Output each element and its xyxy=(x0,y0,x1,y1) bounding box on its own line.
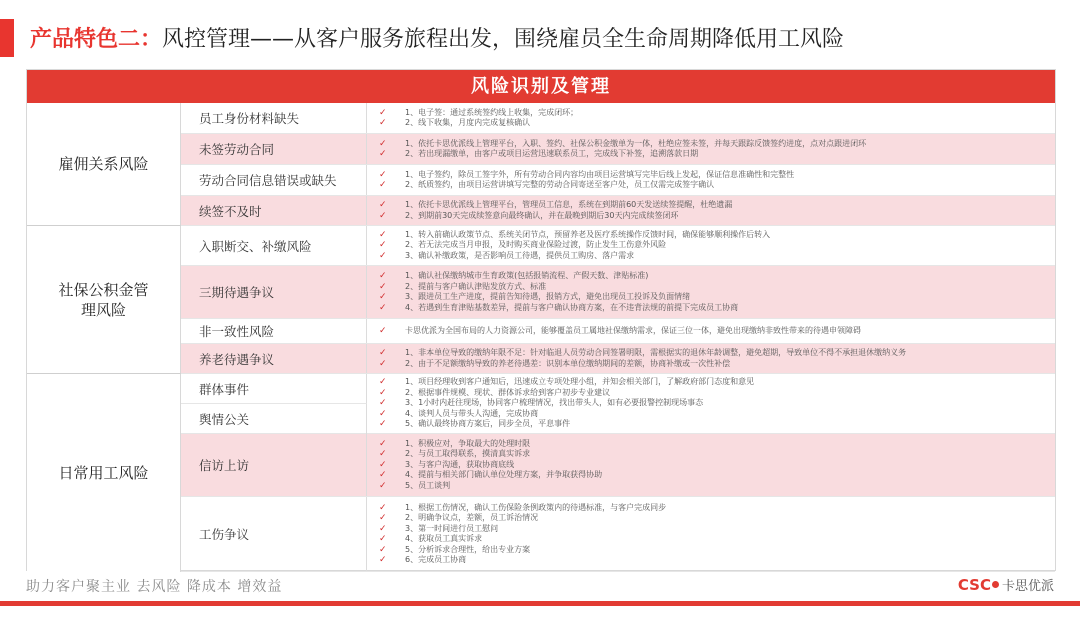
check-icon: ✓ xyxy=(379,118,387,128)
page-title xyxy=(30,20,844,60)
check-icon: ✓ xyxy=(379,210,387,221)
check-icon: ✓ xyxy=(379,555,387,565)
list-item-text: 1、电子签约，除员工签字外，所有劳动合同内容均由项目运营填写完毕后线上发起，保证信息准确性和完整性 xyxy=(405,169,795,179)
list-item xyxy=(379,470,1055,481)
row-description xyxy=(367,434,1055,496)
check-icon: ✓ xyxy=(379,502,387,513)
list-item-text: 3、与客户沟通，获取协商底线 xyxy=(405,459,515,469)
check-icon: ✓ xyxy=(379,271,387,281)
check-icon: ✓ xyxy=(379,180,387,190)
list-item xyxy=(379,348,1055,359)
list-item-text: 4、若遇到生育津贴基数差异，提前与客户确认协商方案，在不违背法规的前提下完成员工协商 xyxy=(405,302,739,312)
check-icon: ✓ xyxy=(379,377,387,388)
list-item xyxy=(379,230,1055,241)
row-subtitle: 信访上访 xyxy=(181,434,367,496)
list-item-text: 2、若无法完成当月申报，及时购买商业保险过渡，防止发生工伤意外风险 xyxy=(405,240,667,250)
check-icon: ✓ xyxy=(379,348,387,358)
row-subtitle: 非一致性风险 xyxy=(181,319,367,343)
check-icon: ✓ xyxy=(379,408,387,419)
check-icon: ✓ xyxy=(379,169,387,180)
list-item xyxy=(379,271,1055,282)
list-item-text: 1、电子签：通过系统签约线上收集，完成闭环； xyxy=(405,107,579,117)
table-row xyxy=(181,497,1055,572)
row-description xyxy=(367,497,1055,571)
table-row xyxy=(181,344,1055,374)
list-item-text: 6、完成员工协商 xyxy=(405,555,467,564)
check-icon: ✓ xyxy=(379,480,387,491)
list-item-text: 2、线下收集，月度内完成复核确认 xyxy=(405,118,531,127)
list-item-text: 1、依托卡思优派线上管理平台，管理员工信息，系统在到期前60天发送续签提醒，杜绝遗漏 xyxy=(405,200,733,209)
list-item-text: 2、到期前30天完成续签意向最终确认，并在最晚到期后30天内完成续签闭环 xyxy=(405,210,679,220)
check-icon: ✓ xyxy=(379,200,387,210)
list-item xyxy=(379,388,1055,399)
list-item-text: 4、提前与相关部门确认单位处理方案，并争取获得协助 xyxy=(405,470,603,480)
check-icon: ✓ xyxy=(379,398,387,409)
list-item-text: 4、谈判人员与带头人沟通，完成协商 xyxy=(405,408,539,418)
table-row xyxy=(181,266,1055,319)
list-item-text: 2、提前与客户确认津贴发放方式、标准 xyxy=(405,281,547,291)
check-icon: ✓ xyxy=(379,544,387,555)
row-subtitle: 续签不及时 xyxy=(181,196,367,225)
list-item xyxy=(379,513,1055,524)
check-icon: ✓ xyxy=(379,513,387,523)
list-item xyxy=(379,377,1055,388)
row-description xyxy=(367,134,1055,164)
list-item xyxy=(379,555,1055,566)
table-row xyxy=(181,103,1055,134)
check-icon: ✓ xyxy=(379,302,387,313)
list-item xyxy=(379,108,1055,119)
row-subtitle: 未签劳动合同 xyxy=(181,134,367,164)
category-daily-employment-risk: 日常用工风险 xyxy=(27,374,181,572)
list-item xyxy=(379,118,1055,129)
list-item-text: 1、积极应对，争取最大的处理时限 xyxy=(405,438,531,448)
list-item xyxy=(379,282,1055,293)
list-item-text: 5、分析诉求合理性，给出专业方案 xyxy=(405,544,531,554)
list-item xyxy=(379,240,1055,251)
brand-dot-icon xyxy=(992,581,999,588)
list-item xyxy=(379,409,1055,420)
check-icon: ✓ xyxy=(379,387,387,398)
list-item xyxy=(379,251,1055,262)
list-item-text: 2、与员工取得联系，摸清真实诉求 xyxy=(405,449,531,459)
list-item-text: 2、由于不足额缴纳导致的养老待遇差：识别本单位缴纳期间的差额，协商补缴或一次性补偿 xyxy=(405,358,731,368)
category-social-insurance-risk: 社保公积金管理风险 xyxy=(27,226,181,374)
check-icon: ✓ xyxy=(379,138,387,149)
list-item xyxy=(379,449,1055,460)
footer-slogan: 助力客户聚主业 去风险 降成本 增效益 xyxy=(26,579,283,595)
list-item xyxy=(379,326,1055,337)
list-item-text: 2、若出现漏缴单，由客户或项目运营迅速联系员工，完成线下补签，追溯落款日期 xyxy=(405,149,699,158)
row-subtitle: 舆情公关 xyxy=(181,404,367,434)
row-description xyxy=(367,165,1055,195)
row-description xyxy=(367,103,1055,133)
table-row xyxy=(181,165,1055,196)
check-icon: ✓ xyxy=(379,449,387,460)
list-item xyxy=(379,180,1055,191)
list-item xyxy=(379,292,1055,303)
list-item xyxy=(379,439,1055,450)
brand-logo-mark: CSC xyxy=(957,575,991,594)
check-icon: ✓ xyxy=(379,325,387,336)
check-icon: ✓ xyxy=(379,281,387,292)
category-employment-risk: 雇佣关系风险 xyxy=(27,103,181,226)
title-accent-bar xyxy=(0,19,14,57)
row-description xyxy=(367,266,1055,318)
check-icon: ✓ xyxy=(379,419,387,430)
list-item-text: 1、确认社保缴纳城市生育政策(包括报销流程、产假天数、津贴标准) xyxy=(405,271,649,280)
row-subtitle: 员工身份材料缺失 xyxy=(181,103,367,133)
risk-table xyxy=(26,69,1056,571)
brand-logo xyxy=(958,575,1054,594)
list-item xyxy=(379,419,1055,430)
row-subtitle: 三期待遇争议 xyxy=(181,266,367,318)
check-icon: ✓ xyxy=(379,149,387,159)
check-icon: ✓ xyxy=(379,470,387,481)
bottom-accent-bar xyxy=(0,601,1080,606)
list-item-text: 2、纸质签约，由项目运营讲填写完整的劳动合同寄送至客户处，员工仅需完成签字确认 xyxy=(405,180,715,189)
list-item xyxy=(379,139,1055,150)
list-item xyxy=(379,503,1055,514)
row-subtitle: 养老待遇争议 xyxy=(181,344,367,373)
table-heading: 风险识别及管理 xyxy=(27,70,1055,103)
list-item-text: 1、依托卡思优派线上管理平台，入职、签约、社保公积金缴单为一体，杜绝应签未签，并每天跟踪反馈签约进度，点对点跟进闭环 xyxy=(405,138,867,148)
page-title-text: 风控管理——从客户服务旅程出发，围绕雇员全生命周期降低用工风险 xyxy=(162,27,845,52)
list-item-text: 1、转入前确认政策节点、系统关闭节点，预留养老及医疗系统操作反馈时间，确保能够顺利操作后转入 xyxy=(405,229,771,239)
check-icon: ✓ xyxy=(379,438,387,449)
list-item-text: 2、根据事件规模、现状、群体诉求给到客户初步专业建议 xyxy=(405,387,611,397)
table-row xyxy=(181,434,1055,497)
check-icon: ✓ xyxy=(379,229,387,240)
row-description xyxy=(367,344,1055,373)
list-item-text: 5、确认最终协商方案后，同步全员，平息事件 xyxy=(405,419,571,429)
check-icon: ✓ xyxy=(379,240,387,251)
list-item-text: 3、第一时间进行员工慰问 xyxy=(405,523,499,533)
check-icon: ✓ xyxy=(379,358,387,369)
list-item xyxy=(379,211,1055,222)
list-item-text: 1、项目经理收到客户通知后，迅速成立专项处理小组，并知会相关部门，了解政府部门态度和意见 xyxy=(405,377,755,387)
list-item-text: 卡思优派为全国布局的人力资源公司，能够覆盖员工属地社保缴纳需求，保证三位一体，避免出现缴纳非致性带来的待遇申领障碍 xyxy=(405,325,861,335)
page-title-highlight: 产品特色二： xyxy=(30,27,163,52)
row-subtitle: 群体事件 xyxy=(181,374,367,404)
list-item xyxy=(379,534,1055,545)
brand-name: 卡思优派 xyxy=(1001,579,1054,594)
table-row xyxy=(181,134,1055,165)
list-item xyxy=(379,359,1055,370)
table-row xyxy=(181,196,1055,226)
list-item-text: 3、1小时内赶往现场，协同客户梳理情况，找出带头人，如有必要报警控制现场事态 xyxy=(405,398,704,408)
list-item xyxy=(379,170,1055,181)
check-icon: ✓ xyxy=(379,292,387,302)
list-item xyxy=(379,524,1055,535)
row-subtitle: 工伤争议 xyxy=(181,497,367,571)
table-row xyxy=(181,226,1055,266)
list-item-text: 3、跟进员工生产进度，提前告知待遇，报销方式，避免出现员工投诉及负面情绪 xyxy=(405,292,691,301)
row-description xyxy=(367,196,1055,225)
row-description xyxy=(367,226,1055,265)
list-item xyxy=(379,545,1055,556)
table-row xyxy=(181,374,1055,434)
row-description xyxy=(367,319,1055,343)
list-item xyxy=(379,481,1055,492)
list-item xyxy=(379,303,1055,314)
list-item-text: 2、明确争议点，差额，员工诉治情况 xyxy=(405,513,539,522)
check-icon: ✓ xyxy=(379,534,387,544)
list-item xyxy=(379,398,1055,409)
check-icon: ✓ xyxy=(379,523,387,534)
list-item-text: 5、员工谈判 xyxy=(405,480,451,490)
list-item xyxy=(379,200,1055,211)
list-item-text: 3、确认补缴政策，是否影响员工待遇，提供员工购房、落户需求 xyxy=(405,250,635,260)
table-row xyxy=(181,319,1055,344)
row-description xyxy=(367,374,1055,433)
list-item-text: 4、获取员工真实诉求 xyxy=(405,534,483,543)
check-icon: ✓ xyxy=(379,107,387,118)
list-item-text: 1、根据工伤情况，确认工伤保险条例政策内的待遇标准，与客户完成同步 xyxy=(405,502,667,512)
check-icon: ✓ xyxy=(379,459,387,470)
list-item xyxy=(379,460,1055,471)
row-subtitle: 劳动合同信息错误或缺失 xyxy=(181,165,367,195)
list-item xyxy=(379,149,1055,160)
row-subtitle: 入职断交、补缴风险 xyxy=(181,226,367,265)
list-item-text: 1、非本单位导致的缴纳年限不足：针对临退人员劳动合同签署明限，需根据实的退休年龄调整，避免超期，导致单位不得不承担退休缴纳义务 xyxy=(405,348,907,357)
check-icon: ✓ xyxy=(379,250,387,261)
